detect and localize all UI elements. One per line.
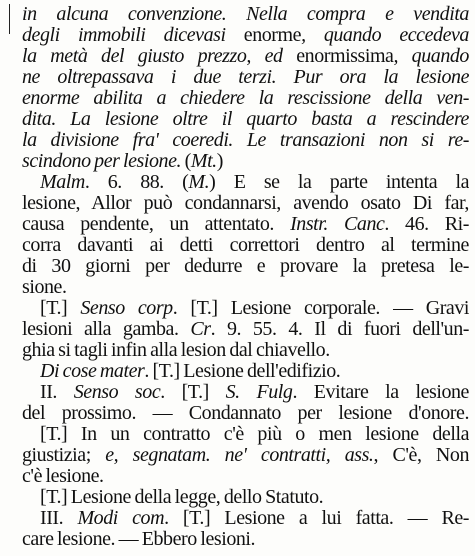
- roman-text: [T.] In un contratto c'è più o men lesione della: [40, 423, 469, 445]
- italic-text: , quando: [393, 45, 469, 67]
- italic-text: M.: [188, 171, 210, 193]
- text-line: [22, 527, 469, 551]
- roman-text: corra davanti ai detti correttori dentro al termine: [22, 234, 469, 256]
- italic-text: Di cose mater: [40, 360, 145, 382]
- roman-text: sione.: [22, 276, 67, 298]
- roman-text: enormissima: [296, 45, 394, 67]
- italic-text: Modi com: [77, 507, 165, 529]
- roman-text: giustizia;: [22, 444, 106, 466]
- italic-text: , quando eccedeva: [301, 24, 469, 46]
- roman-text: care lesione. — Ebbero lesioni.: [22, 528, 256, 550]
- roman-text: . [T.] Lesione dell'edifizio.: [144, 360, 341, 382]
- italic-text: la divisione fra' coeredi. Le transazioni non si re-: [22, 129, 469, 151]
- roman-text: . Evitare la lesione: [292, 381, 469, 403]
- italic-text: Instr. Canc: [290, 213, 385, 235]
- roman-text: [T.] Lesione della legge, dello Statuto.: [40, 486, 324, 508]
- roman-text: . 46. Ri-: [384, 213, 469, 235]
- italic-text: Cr: [190, 318, 211, 340]
- italic-text: Malm: [40, 171, 85, 193]
- italic-text: Senso corp: [80, 297, 173, 319]
- roman-text: . [T.] Lesione corporale. — Gravi: [172, 297, 469, 319]
- italic-text: e, segnatam. ne' contratti, ass.: [105, 444, 374, 466]
- margin-rule: [9, 4, 10, 34]
- italic-text: dita. La lesione oltre il quarto basta a rescindere: [22, 108, 469, 130]
- roman-text: lesioni alla gamba.: [22, 318, 191, 340]
- roman-text: ghia si tagli infin alla lesion dal chiavello.: [22, 339, 330, 361]
- roman-text: c'è lesione.: [22, 465, 104, 487]
- roman-text: lesione, Allor può condannarsi, avendo osato Di far,: [22, 192, 469, 214]
- roman-text: . [T.]: [160, 381, 226, 403]
- roman-text: II.: [40, 381, 74, 403]
- roman-text: , C'è, Non: [373, 444, 469, 466]
- italic-text: ne oltrepassava i due terzi. Pur ora la lesione: [22, 66, 469, 88]
- roman-text: III.: [40, 507, 78, 529]
- roman-text: causa pendente, un attentato.: [22, 213, 291, 235]
- roman-text: (: [184, 150, 191, 172]
- italic-text: enorme abilita a chiedere la rescissione della ven-: [22, 87, 469, 109]
- roman-text: . 9. 55. 4. Il di fuori dell'un-: [210, 318, 469, 340]
- roman-text: ): [216, 150, 223, 172]
- roman-text: [T.]: [40, 297, 81, 319]
- roman-text: ) E se la parte intenta la: [209, 171, 469, 193]
- roman-text: del prossimo. — Condannato per lesione d'onore.: [22, 402, 469, 424]
- italic-text: S. Fulg: [225, 381, 293, 403]
- italic-text: Mt.: [190, 150, 217, 172]
- roman-text: . [T.] Lesione a lui fatta. — Re-: [164, 507, 469, 529]
- roman-text: di 30 giorni per dedurre e provare la pretesa le-: [22, 255, 469, 277]
- italic-text: degli immobili dicevasi: [22, 24, 244, 46]
- italic-text: scindono per lesione.: [22, 150, 185, 172]
- italic-text: la metà del giusto prezzo, ed: [22, 45, 297, 67]
- roman-text: . 6. 88. (: [84, 171, 189, 193]
- roman-text: enorme: [243, 24, 302, 46]
- italic-text: Senso soc: [73, 381, 161, 403]
- italic-text: in alcuna convenzione. Nella compra e vendita: [22, 3, 469, 25]
